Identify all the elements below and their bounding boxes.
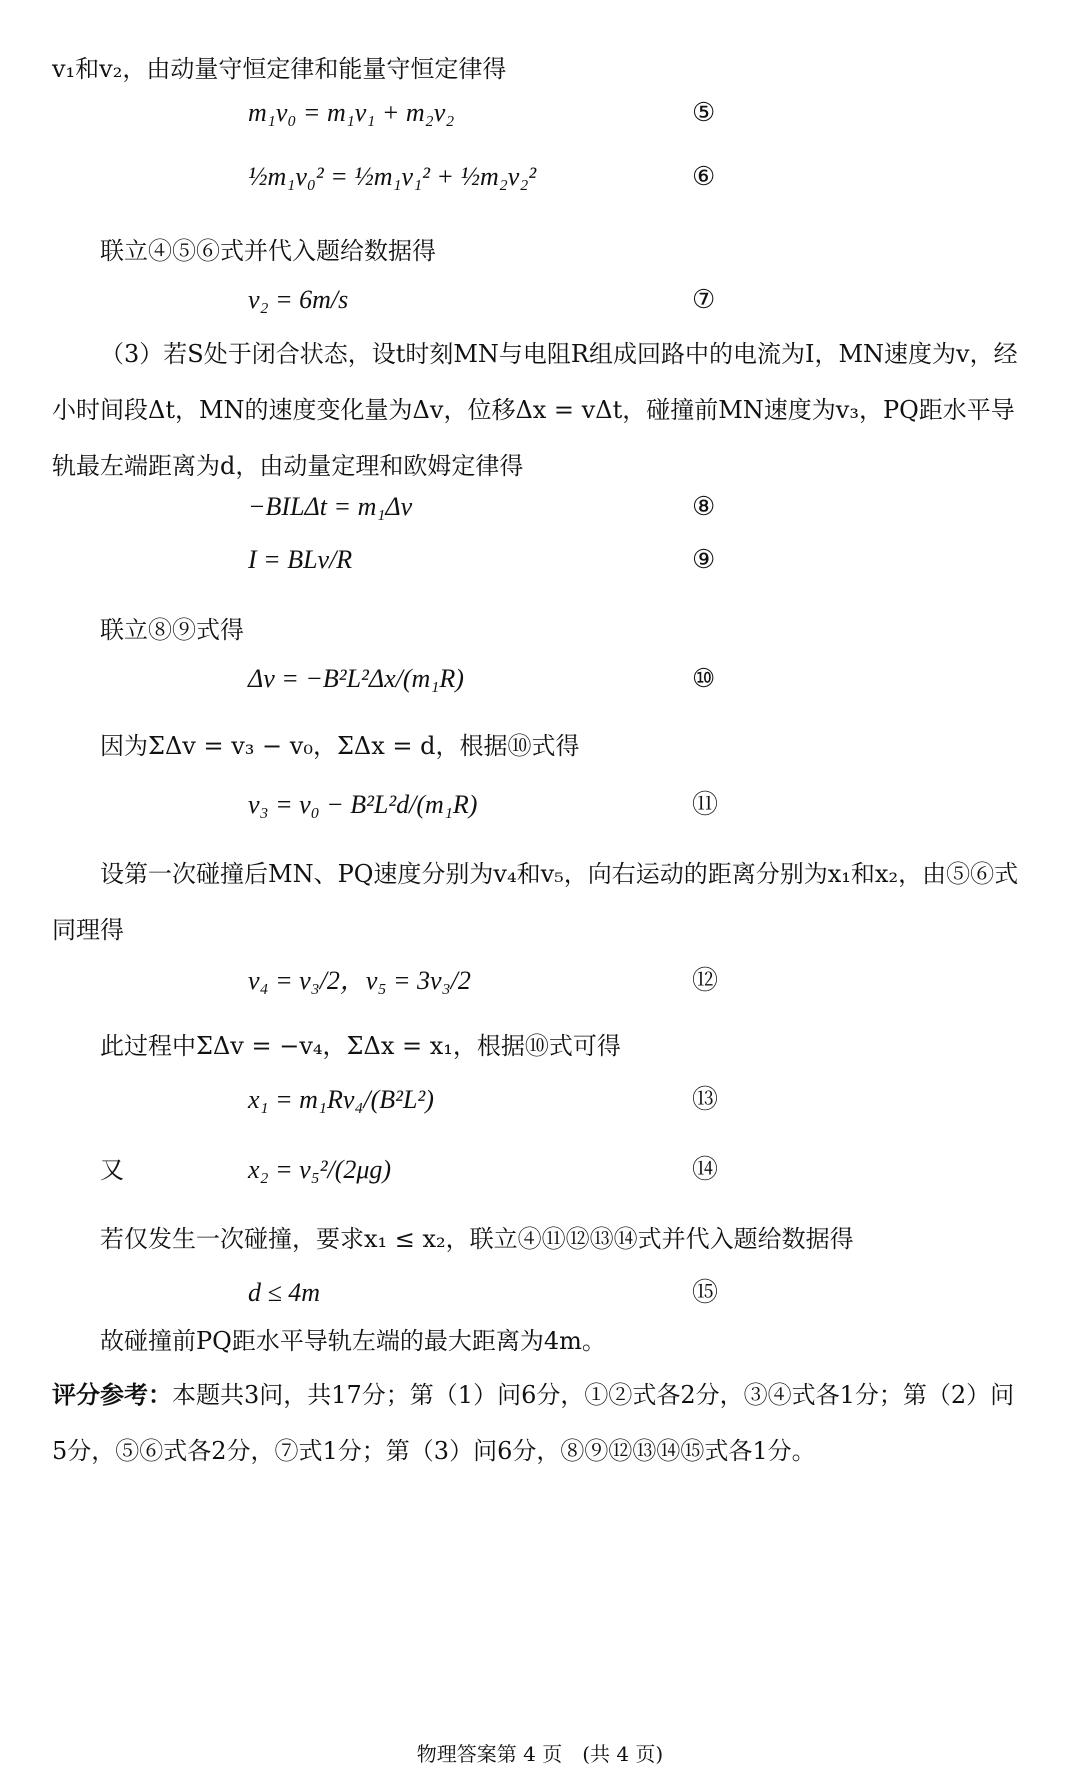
equation-number-13: ⑬ — [692, 1085, 719, 1115]
paragraph-6: 设第一次碰撞后MN、PQ速度分别为v₄和v₅，向右运动的距离分别为x₁和x₂，由⑤⑥式同理得 — [52, 860, 1019, 944]
equation-8: −BILΔt = m₁Δv — [248, 492, 413, 521]
equation-number-6: ⑥ — [692, 162, 716, 192]
equation-12: v₄ = v₃/2，v₅ = 3v₃/2 — [248, 966, 471, 995]
paragraph-3: （3）若S处于闭合状态，设t时刻MN与电阻R组成回路中的电流为I，MN速度为v，经小时间段Δt，MN的速度变化量为Δv，位移Δx = vΔt，碰撞前MN速度为v₃，PQ距水平导轨最左端距离为d，由动量定理和欧姆定律得 — [52, 340, 1018, 480]
equation-5: m₁v₀ = m₁v₁ + m₂v₂ — [248, 98, 455, 127]
scoring-label: 评分参考： — [52, 1380, 172, 1409]
scoring-reference — [52, 1367, 1028, 1479]
text-line-7: 此过程中ΣΔv = −v₄，ΣΔx = x₁，根据⑩式可得 — [100, 1032, 621, 1060]
text-line-4: 联立⑧⑨式得 — [100, 616, 244, 644]
equation-number-15: ⑮ — [692, 1278, 719, 1308]
page-footer: 物理答案第 4 页 (共 4 页) — [416, 1742, 664, 1766]
text-line-2: 联立④⑤⑥式并代入题给数据得 — [100, 237, 436, 265]
text-line-1: v₁和v₂，由动量守恒定律和能量守恒定律得 — [52, 55, 507, 83]
equation-number-11: ⑪ — [692, 790, 719, 820]
equation-13: x₁ = m₁Rv₄/(B²L²) — [248, 1085, 434, 1114]
equation-11: v₃ = v₀ − B²L²d/(m₁R) — [248, 790, 478, 819]
text-line-9: 若仅发生一次碰撞，要求x₁ ≤ x₂，联立④⑪⑫⑬⑭式并代入题给数据得 — [100, 1225, 854, 1253]
equation-15: d ≤ 4m — [248, 1278, 321, 1307]
equation-number-14: ⑭ — [692, 1155, 719, 1185]
scoring-text: 本题共3问，共17分；第（1）问6分，①②式各2分，③④式各1分；第（2）问5分，⑤⑥式各2分，⑦式1分；第（3）问6分，⑧⑨⑫⑬⑭⑮式各1分。 — [52, 1381, 1015, 1465]
equation-number-10: ⑩ — [692, 664, 716, 694]
equation-10: Δv = −B²L²Δx/(m₁R) — [248, 664, 464, 693]
equation-number-5: ⑤ — [692, 98, 716, 128]
equation-9: I = BLv/R — [248, 545, 353, 574]
text-line-10: 故碰撞前PQ距水平导轨左端的最大距离为4m。 — [100, 1327, 606, 1355]
text-line-5: 因为ΣΔv = v₃ − v₀，ΣΔx = d，根据⑩式得 — [100, 732, 580, 760]
equation-6: ½m₁v₀² = ½m₁v₁² + ½m₂v₂² — [248, 162, 537, 191]
equation-number-9: ⑨ — [692, 545, 716, 575]
text-line-8: 又 — [100, 1156, 124, 1184]
equation-7: v₂ = 6m/s — [248, 285, 349, 314]
equation-number-8: ⑧ — [692, 492, 716, 522]
equation-number-7: ⑦ — [692, 285, 716, 315]
equation-number-12: ⑫ — [692, 966, 719, 996]
equation-14: x₂ = v₅²/(2μg) — [248, 1155, 392, 1184]
